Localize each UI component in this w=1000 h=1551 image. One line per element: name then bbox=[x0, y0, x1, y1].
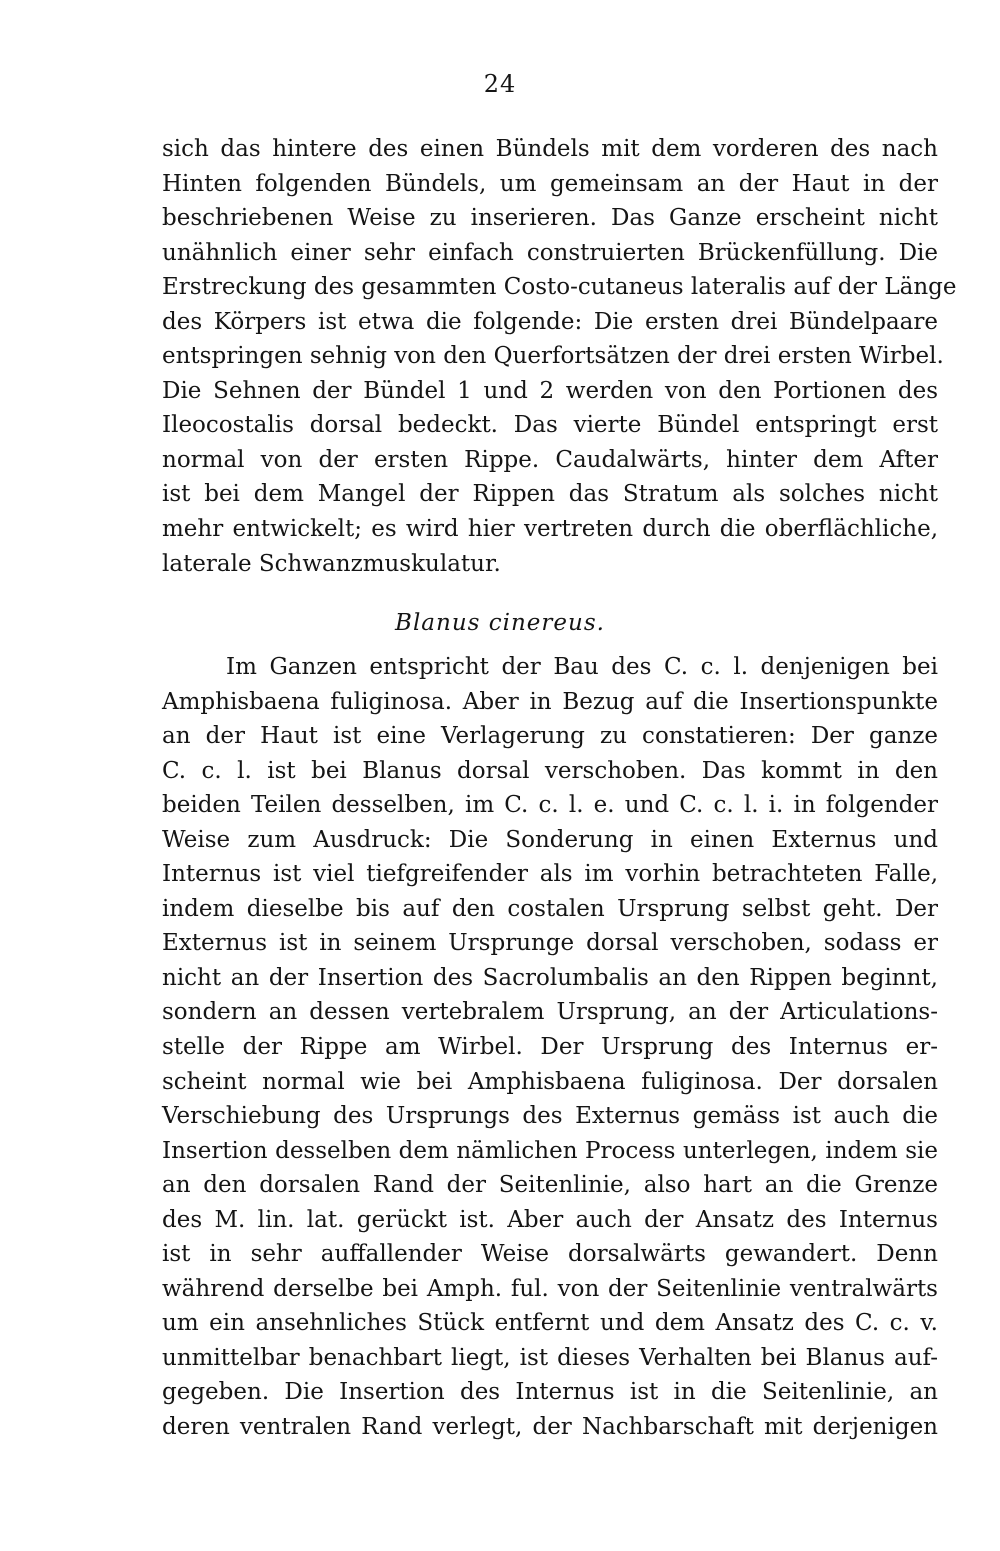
text-line: Die Sehnen der Bündel 1 und 2 werden von den Portionen des bbox=[162, 377, 938, 404]
text-line: Erstreckung des gesammten Costo-cutaneus lateralis auf der Länge bbox=[162, 274, 957, 301]
text-line: an den dorsalen Rand der Seitenlinie, also hart an die Grenze bbox=[162, 1172, 938, 1199]
page-number: 24 bbox=[483, 70, 517, 98]
text-line: Ileocostalis dorsal bedeckt. Das vierte Bündel entspringt erst bbox=[162, 412, 938, 439]
text-line: indem dieselbe bis auf den costalen Ursprung selbst geht. Der bbox=[162, 895, 938, 922]
text-line: Verschiebung des Ursprungs des Externus gemäss ist auch die bbox=[162, 1103, 938, 1130]
text-line: entspringen sehnig von den Querfortsätzen der drei ersten Wirbel. bbox=[162, 343, 944, 370]
text-line: beiden Teilen desselben, im C. c. l. e. und C. c. l. i. in folgender bbox=[162, 792, 938, 819]
text-line: an der Haut ist eine Verlagerung zu constatieren: Der ganze bbox=[162, 723, 938, 750]
text-line: unmittelbar benachbart liegt, ist dieses Verhalten bei Blanus auf- bbox=[162, 1344, 938, 1371]
text-line: des M. lin. lat. gerückt ist. Aber auch der Ansatz des Internus bbox=[162, 1206, 938, 1233]
text-line: sondern an dessen vertebralem Ursprung, an der Articulations- bbox=[162, 999, 938, 1026]
text-line: des Körpers ist etwa die folgende: Die ersten drei Bündelpaare bbox=[162, 308, 938, 335]
text-line: Internus ist viel tiefgreifender als im vorhin betrachteten Falle, bbox=[162, 861, 938, 888]
text-line: Im Ganzen entspricht der Bau des C. c. l. denjenigen bei bbox=[226, 654, 938, 680]
text-line: deren ventralen Rand verlegt, der Nachbarschaft mit derjenigen bbox=[162, 1414, 938, 1441]
text-line: beschriebenen Weise zu inserieren. Das Ganze erscheint nicht bbox=[162, 205, 938, 232]
text-line: Insertion desselben dem nämlichen Process unterlegen, indem sie bbox=[162, 1137, 938, 1164]
text-line: um ein ansehnliches Stück entfernt und dem Ansatz des C. c. v. bbox=[162, 1310, 938, 1337]
text-line: normal von der ersten Rippe. Caudalwärts, hinter dem After bbox=[162, 446, 938, 473]
text-line: unähnlich einer sehr einfach construierten Brückenfüllung. Die bbox=[162, 239, 938, 266]
text-line: C. c. l. ist bei Blanus dorsal verschoben. Das kommt in den bbox=[162, 757, 938, 784]
text-line: sich das hintere des einen Bündels mit dem vorderen des nach bbox=[162, 136, 938, 162]
text-line: stelle der Rippe am Wirbel. Der Ursprung des Internus er- bbox=[162, 1034, 938, 1061]
text-line: laterale Schwanzmuskulatur. bbox=[162, 550, 501, 577]
text-line: nicht an der Insertion des Sacrolumbalis an den Rippen beginnt, bbox=[162, 964, 938, 991]
text-line: scheint normal wie bei Amphisbaena fuliginosa. Der dorsalen bbox=[162, 1068, 938, 1095]
paragraph-1 bbox=[162, 132, 957, 581]
text-line: Amphisbaena fuliginosa. Aber in Bezug auf die Insertionspunkte bbox=[162, 688, 938, 715]
text-line: während derselbe bei Amph. ful. von der Seitenlinie ventralwärts bbox=[162, 1275, 938, 1302]
text-line: gegeben. Die Insertion des Internus ist in die Seitenlinie, an bbox=[162, 1379, 938, 1406]
text-line: Weise zum Ausdruck: Die Sonderung in einen Externus und bbox=[162, 826, 938, 853]
section-heading: Blanus cinereus. bbox=[395, 610, 605, 636]
text-line: ist in sehr auffallender Weise dorsalwärts gewandert. Denn bbox=[162, 1241, 938, 1268]
text-line: Hinten folgenden Bündels, um gemeinsam an der Haut in der bbox=[162, 170, 938, 197]
text-line: Externus ist in seinem Ursprunge dorsal verschoben, sodass er bbox=[162, 930, 938, 957]
paragraph-2 bbox=[162, 650, 938, 1445]
text-line: ist bei dem Mangel der Rippen das Stratum als solches nicht bbox=[162, 481, 938, 508]
text-line: mehr entwickelt; es wird hier vertreten durch die oberflächliche, bbox=[162, 516, 938, 543]
